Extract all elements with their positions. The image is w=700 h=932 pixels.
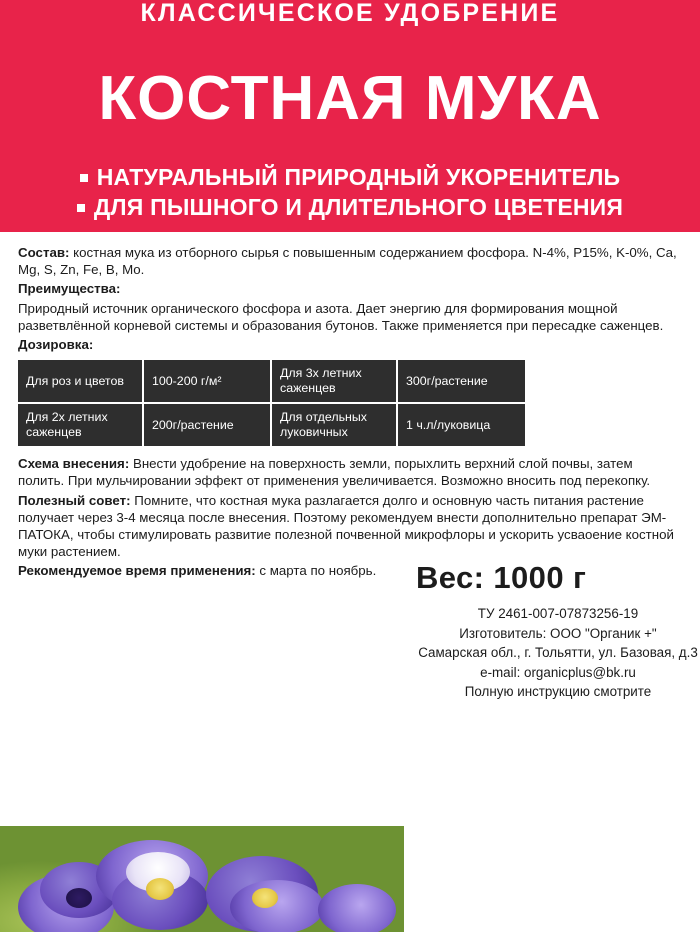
label-body: [0, 232, 700, 700]
dosage-cell-r0c2: Для 3х летних саженцев: [271, 360, 397, 403]
table-row: [18, 403, 525, 446]
flower-photo: [0, 826, 404, 932]
banner-bullet-2: [0, 192, 700, 222]
dosage-cell-r1c3: 1 ч.л/луковица: [397, 403, 525, 446]
banner-kicker: КЛАССИЧЕСКОЕ УДОБРЕНИЕ: [140, 0, 560, 27]
tip-text: Помните, что костная мука разлагается долго и основную часть питания растение получает через 3-4 месяца после внесения. Поэтому рекомендуем внести дополнительно препарат ЭМ-ПАТОКА, чтобы стимулировать развитие полезной почвенной микрофлоры и ускорить усваоение костной муки растением.: [18, 492, 674, 560]
footer-line-1: ТУ 2461-007-07873256-19: [477, 606, 639, 621]
table-row: [18, 360, 525, 403]
tip-label: Полезный совет:: [18, 492, 131, 508]
banner-bullet-2-label: ДЛЯ ПЫШНОГО И ДЛИТЕЛЬНОГО ЦВЕТЕНИЯ: [93, 194, 624, 220]
flower-center: [146, 878, 174, 900]
manufacturer-info: [416, 604, 700, 702]
dosage-cell-r1c1: 200г/растение: [143, 403, 271, 446]
dosage-cell-r0c3: 300г/растение: [397, 360, 525, 403]
dosage-table: [18, 360, 525, 446]
product-title: КОСТНАЯ МУКА: [98, 64, 602, 133]
advantages-label: Преимущества:: [18, 281, 121, 297]
dosage-cell-r1c0: Для 2х летних саженцев: [18, 403, 143, 446]
dosage-label: Дозировка:: [18, 337, 94, 353]
flower-petal: [230, 880, 324, 932]
flower-center: [66, 888, 92, 908]
footer-line-5: Полную инструкцию смотрите: [464, 684, 652, 699]
footer-line-2: Изготовитель: ООО "Органик +": [459, 625, 657, 641]
product-banner: [0, 0, 700, 232]
banner-bullet-1: [0, 162, 700, 192]
flower-center: [252, 888, 278, 908]
instructions-column: [18, 244, 682, 582]
scheme-label: Схема внесения:: [18, 456, 130, 472]
square-bullet-icon: [77, 204, 85, 212]
scheme-paragraph: [18, 455, 682, 489]
dosage-cell-r0c1: 100-200 г/м²: [143, 360, 271, 403]
footer-line-4: e-mail: organicplus@bk.ru: [480, 664, 636, 680]
flower-petal: [318, 884, 396, 932]
dosage-label-row: [18, 336, 682, 353]
dosage-cell-r0c0: Для роз и цветов: [18, 360, 143, 403]
tip-paragraph: [18, 492, 682, 561]
advantages-label-row: [18, 280, 682, 297]
advantages-text: Природный источник органического фосфора и азота. Дает энергию для формирования мощной разветвлённой корневой системы и образования бутонов. Также применяется при пересадке саженцев.: [18, 300, 664, 333]
footer-line-3: Самарская обл., г. Тольятти, ул. Базовая, д.3: [418, 645, 698, 660]
time-text: с марта по ноябрь.: [255, 563, 377, 579]
banner-bullet-1-label: НАТУРАЛЬНЫЙ ПРИРОДНЫЙ УКОРЕНИТЕЛЬ: [96, 164, 621, 190]
composition-text: костная мука из отборного сырья с повышенным содержанием фосфора. N-4%, P15%, K-0%, Ca, Mg, S, Zn, Fe, B, Mo.: [18, 245, 677, 278]
time-label: Рекомендуемое время применения:: [18, 563, 256, 579]
dosage-cell-r1c2: Для отдельных луковичных: [271, 403, 397, 446]
scheme-text: Внести удобрение на поверхность земли, порыхлить верхний слой почвы, затем полить. При мульчировании эффект от применения увеличивается. Возможно вносить под перекопку.: [18, 456, 651, 489]
banner-bullets: [0, 162, 700, 222]
composition-paragraph: [18, 244, 682, 278]
composition-label: Состав:: [18, 245, 70, 260]
weight-value: Вес: 1000 г: [416, 560, 587, 595]
square-bullet-icon: [80, 174, 88, 182]
